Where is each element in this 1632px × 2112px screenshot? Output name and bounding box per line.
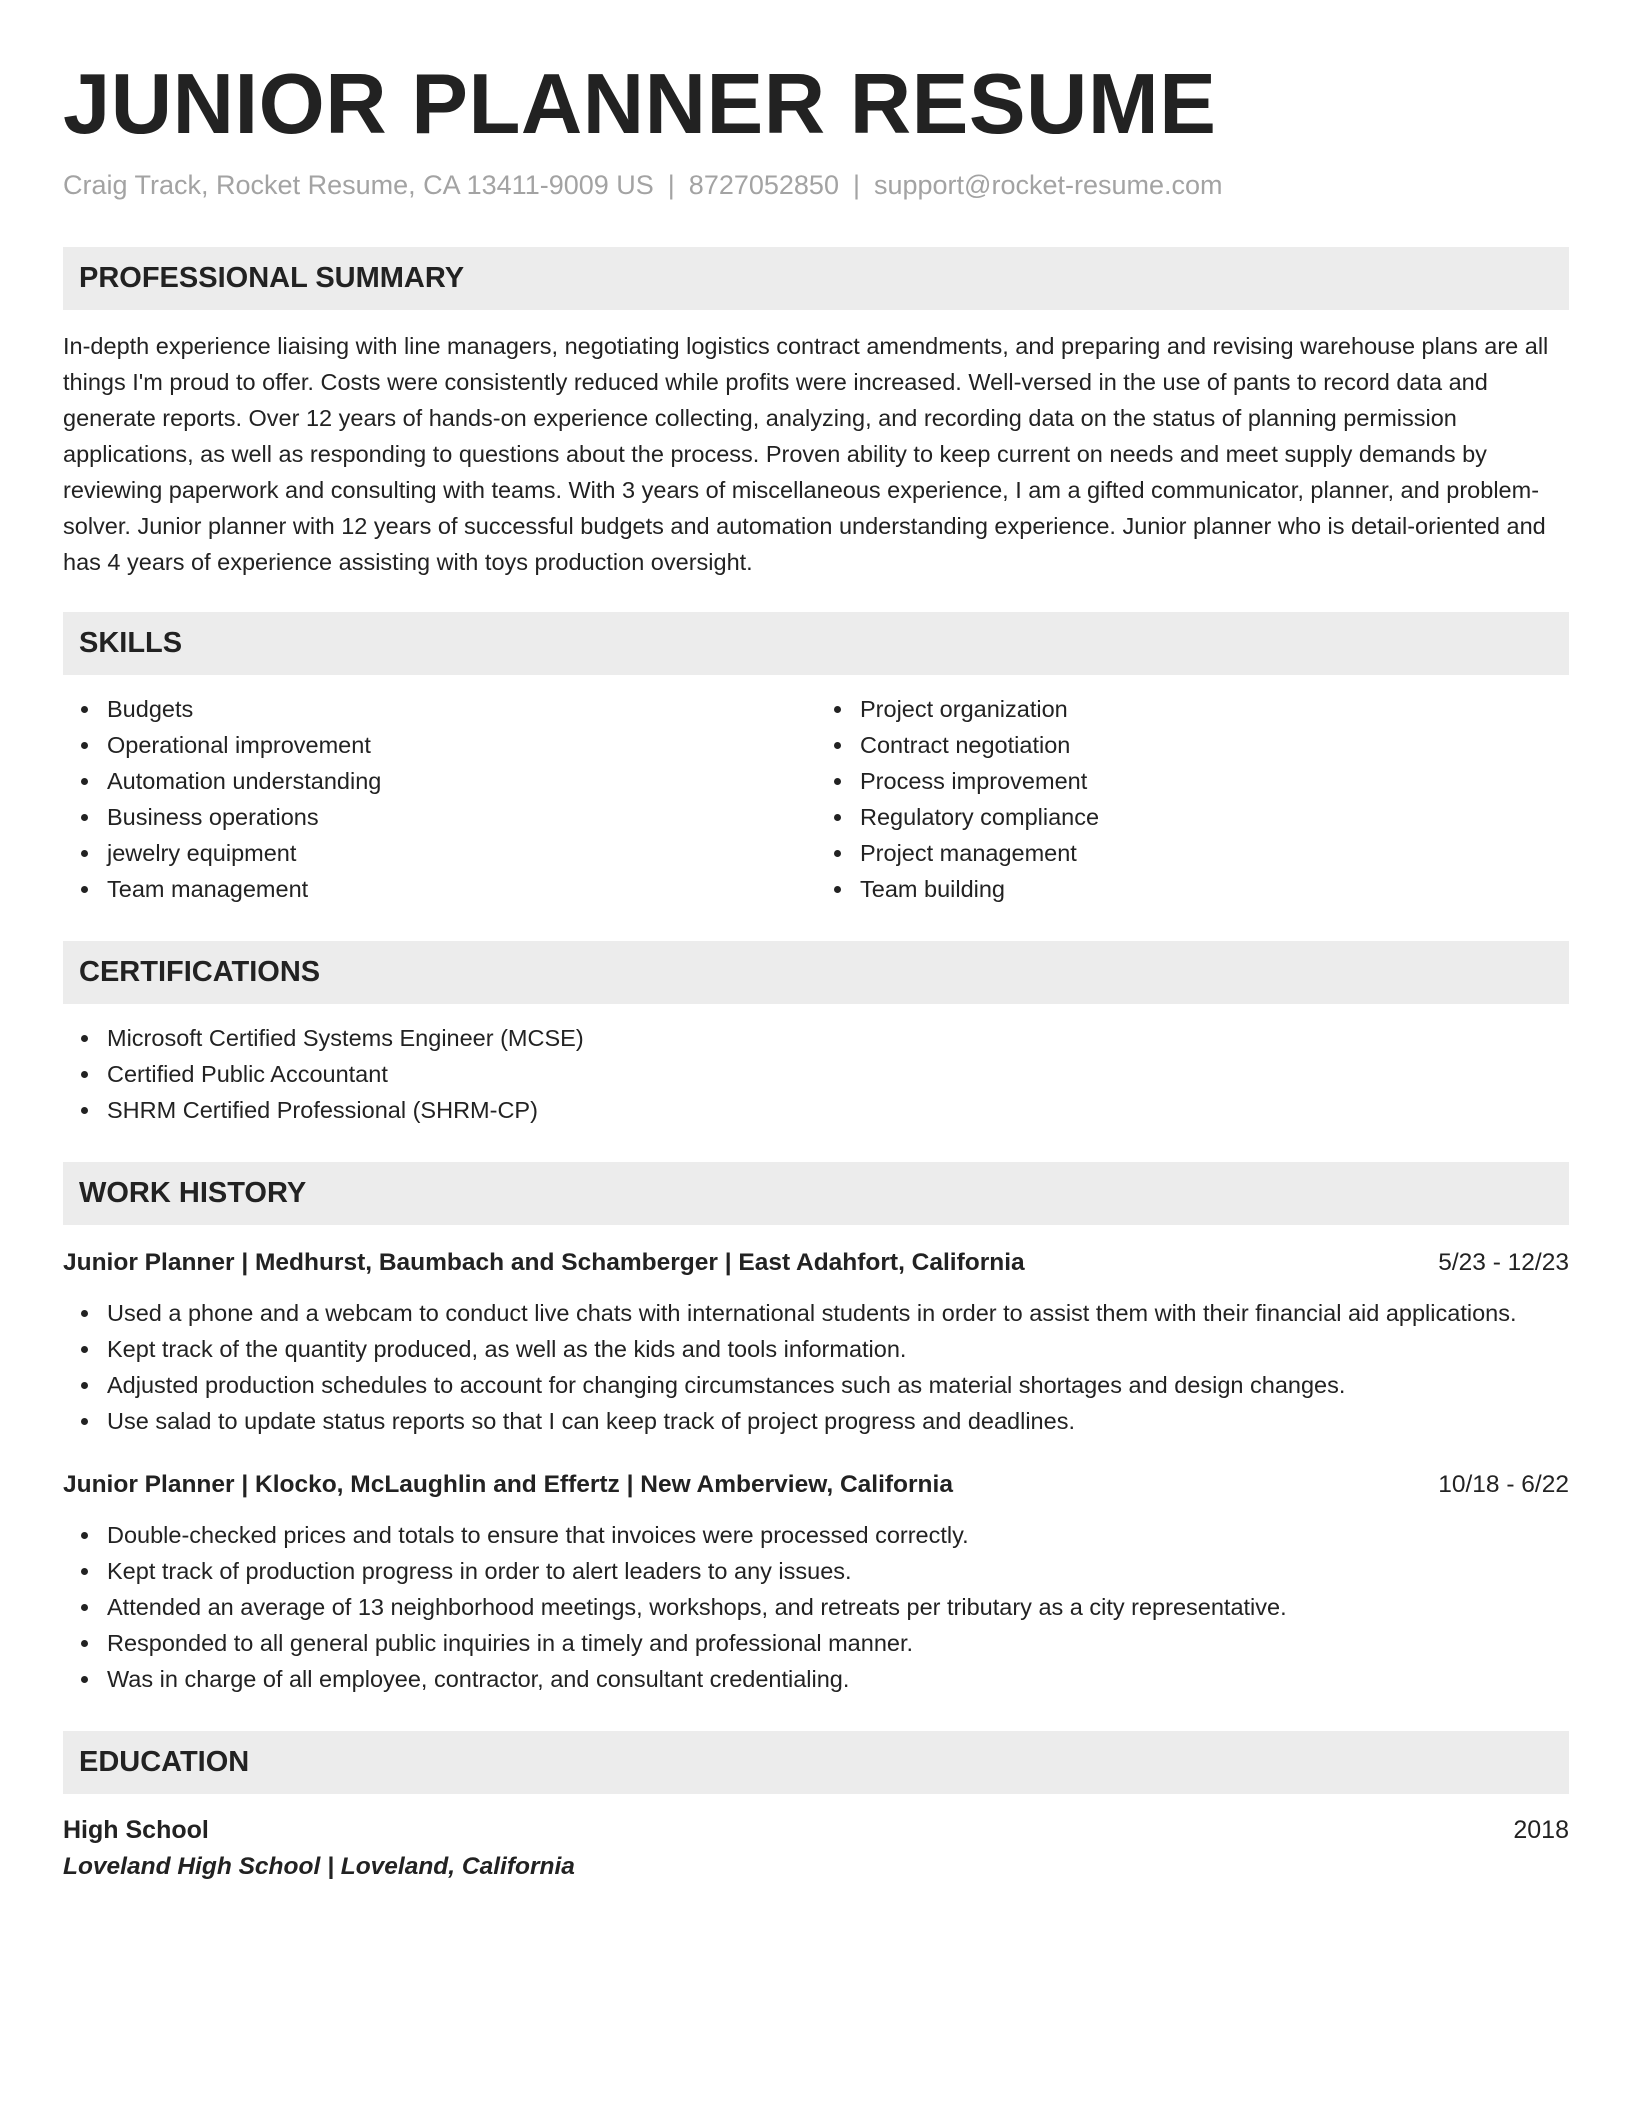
- job-dates: 10/18 - 6/22: [1438, 1471, 1569, 1499]
- summary-text: In-depth experience liaising with line managers, negotiating logistics contract amendments, and preparing and revising warehouse plans are all things I'm proud to offer. Costs were consistently reduced while profits were increased. Well-versed in the use of pants to record data and generate reports. Over 12 years of hands-on experience collecting, analyzing, and recording data on the status of planning permission applications, as well as responding to questions about the process. Proven ability to keep current on needs and meet supply demands by reviewing paperwork and consulting with teams. With 3 years of miscellaneous experience, I am a gifted communicator, planner, and problem-solver. Junior planner with 12 years of successful budgets and automation understanding experience. Junior planner who is detail-oriented and has 4 years of experience assisting with toys production oversight.: [63, 333, 1549, 576]
- skill-item: Automation understanding: [107, 763, 816, 799]
- work-history-section: [63, 1162, 1569, 1697]
- skill-item: Budgets: [107, 691, 816, 727]
- education-heading: EDUCATION: [63, 1731, 1569, 1794]
- job-bullet: Attended an average of 13 neighborhood meetings, workshops, and retreats per tributary as a city representative.: [107, 1589, 1569, 1625]
- skill-item: jewelry equipment: [107, 835, 816, 871]
- skill-item: Operational improvement: [107, 727, 816, 763]
- job-dates: 5/23 - 12/23: [1438, 1249, 1569, 1277]
- contact-address: Craig Track, Rocket Resume, CA 13411-9009 US: [63, 170, 654, 200]
- job-bullet: Was in charge of all employee, contractor, and consultant credentialing.: [107, 1661, 1569, 1697]
- skill-item: Team management: [107, 871, 816, 907]
- job-bullet: Adjusted production schedules to account for changing circumstances such as material shortages and design changes.: [107, 1367, 1569, 1403]
- contact-email: support@rocket-resume.com: [873, 170, 1223, 200]
- skill-item: Process improvement: [860, 763, 1569, 799]
- job-bullet: Double-checked prices and totals to ensure that invoices were processed correctly.: [107, 1517, 1569, 1553]
- job-header: [63, 1245, 1569, 1281]
- certifications-section: [63, 941, 1569, 1128]
- certification-item: SHRM Certified Professional (SHRM-CP): [107, 1092, 1569, 1128]
- education-header: [63, 1812, 1569, 1849]
- contact-separator: |: [852, 170, 860, 200]
- skills-list-left: [63, 691, 816, 907]
- skills-grid: [63, 675, 1569, 907]
- job-title: Junior Planner | Klocko, McLaughlin and Effertz | New Amberview, California: [63, 1471, 953, 1499]
- job-header: [63, 1467, 1569, 1503]
- certifications-list: [63, 1020, 1569, 1128]
- skill-item: Contract negotiation: [860, 727, 1569, 763]
- job-entry: [63, 1245, 1569, 1439]
- skills-list-right: [816, 691, 1569, 907]
- job-bullet: Kept track of production progress in order to alert leaders to any issues.: [107, 1553, 1569, 1589]
- education-year: 2018: [1513, 1816, 1569, 1845]
- job-bullets: [63, 1295, 1569, 1439]
- certification-item: Certified Public Accountant: [107, 1056, 1569, 1092]
- skill-item: Regulatory compliance: [860, 799, 1569, 835]
- job-entry: [63, 1467, 1569, 1697]
- education-section: [63, 1731, 1569, 1885]
- job-bullet: Use salad to update status reports so that I can keep track of project progress and deadlines.: [107, 1403, 1569, 1439]
- education-school: Loveland High School | Loveland, California: [63, 1853, 575, 1881]
- skill-item: Project organization: [860, 691, 1569, 727]
- job-bullet: Kept track of the quantity produced, as well as the kids and tools information.: [107, 1331, 1569, 1367]
- education-degree: High School: [63, 1816, 209, 1845]
- job-bullet: Responded to all general public inquiries in a timely and professional manner.: [107, 1625, 1569, 1661]
- skill-item: Business operations: [107, 799, 816, 835]
- skill-item: Project management: [860, 835, 1569, 871]
- certification-item: Microsoft Certified Systems Engineer (MCSE): [107, 1020, 1569, 1056]
- job-bullet: Used a phone and a webcam to conduct live chats with international students in order to assist them with their financial aid applications.: [107, 1295, 1569, 1331]
- skills-heading: SKILLS: [63, 612, 1569, 675]
- job-title: Junior Planner | Medhurst, Baumbach and Schamberger | East Adahfort, California: [63, 1249, 1025, 1277]
- skill-item: Team building: [860, 871, 1569, 907]
- summary-section: [63, 247, 1569, 580]
- skills-section: [63, 612, 1569, 907]
- work-history-heading: WORK HISTORY: [63, 1162, 1569, 1225]
- job-bullets: [63, 1517, 1569, 1697]
- contact-line: [63, 168, 1569, 203]
- education-entry: [63, 1812, 1569, 1885]
- contact-phone: 8727052850: [688, 170, 839, 200]
- contact-separator: |: [667, 170, 675, 200]
- certifications-heading: CERTIFICATIONS: [63, 941, 1569, 1004]
- resume-title: JUNIOR PLANNER RESUME: [63, 57, 1217, 152]
- summary-heading: PROFESSIONAL SUMMARY: [63, 247, 1569, 310]
